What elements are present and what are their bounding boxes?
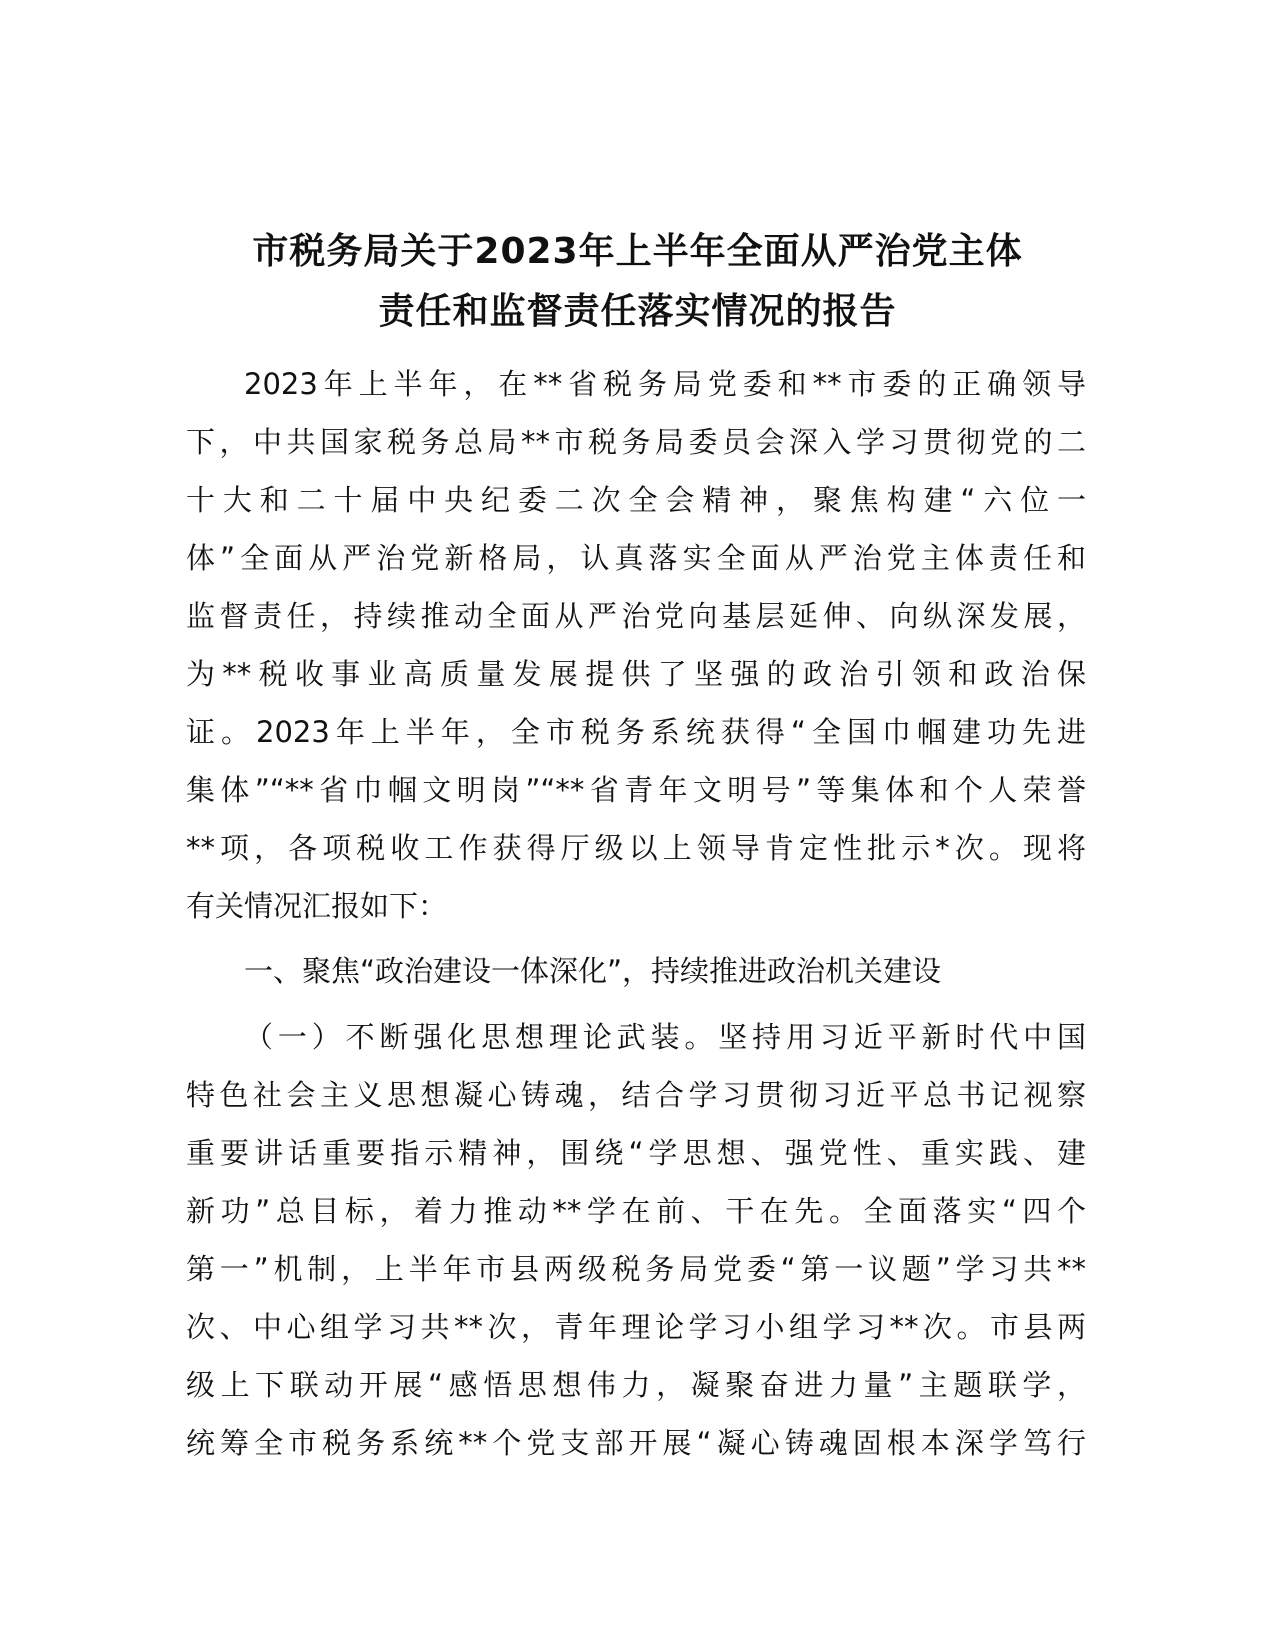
subsection-paragraph xyxy=(186,1008,1086,1472)
paragraph-line: 为**税收事业高质量发展提供了坚强的政治引领和政治保 xyxy=(186,657,1086,691)
paragraph-line: **项，各项税收工作获得厅级以上领导肯定性批示*次。现将 xyxy=(186,831,1086,865)
paragraph-line: 2023年上半年，在**省税务局党委和**市委的正确领导 xyxy=(244,367,1086,401)
paragraph-line: 特色社会主义思想凝心铸魂，结合学习贯彻习近平总书记视察 xyxy=(186,1078,1086,1112)
title-line: 市税务局关于2023年上半年全面从严治党主体 xyxy=(252,231,1023,272)
paragraph-line: 体”全面从严治党新格局，认真落实全面从严治党主体责任和 xyxy=(186,541,1086,575)
paragraph-line: 有关情况汇报如下： xyxy=(186,889,448,923)
paragraph-line: （一）不断强化思想理论武装。坚持用习近平新时代中国 xyxy=(244,1020,1086,1054)
paragraph-line: 十大和二十届中央纪委二次全会精神，聚焦构建“六位一 xyxy=(186,483,1086,517)
paragraph-line: 下，中共国家税务总局**市税务局委员会深入学习贯彻党的二 xyxy=(186,425,1086,459)
paragraph-line: 级上下联动开展“感悟思想伟力，凝聚奋进力量”主题联学， xyxy=(186,1368,1086,1402)
paragraph-line: 新功”总目标，着力推动**学在前、干在先。全面落实“四个 xyxy=(186,1194,1086,1228)
paragraph-line: 集体”“**省巾帼文明岗”“**省青年文明号”等集体和个人荣誉 xyxy=(186,773,1086,807)
intro-paragraph xyxy=(186,355,1086,935)
paragraph-line: 第一”机制，上半年市县两级税务局党委“第一议题”学习共** xyxy=(186,1252,1086,1286)
title-line: 责任和监督责任落实情况的报告 xyxy=(378,291,897,332)
paragraph-line: 监督责任，持续推动全面从严治党向基层延伸、向纵深发展， xyxy=(186,599,1086,633)
report-title xyxy=(150,222,1125,342)
section-heading: 一、聚焦“政治建设一体深化”，持续推进政治机关建设 xyxy=(244,954,942,988)
paragraph-line: 重要讲话重要指示精神，围绕“学思想、强党性、重实践、建 xyxy=(186,1136,1086,1170)
report-body xyxy=(186,355,1086,1472)
paragraph-line: 统筹全市税务系统**个党支部开展“凝心铸魂固根本深学笃行 xyxy=(186,1426,1086,1460)
paragraph-line: 证。2023年上半年，全市税务系统获得“全国巾帼建功先进 xyxy=(186,715,1086,749)
paragraph-line: 次、中心组学习共**次，青年理论学习小组学习**次。市县两 xyxy=(186,1310,1086,1344)
